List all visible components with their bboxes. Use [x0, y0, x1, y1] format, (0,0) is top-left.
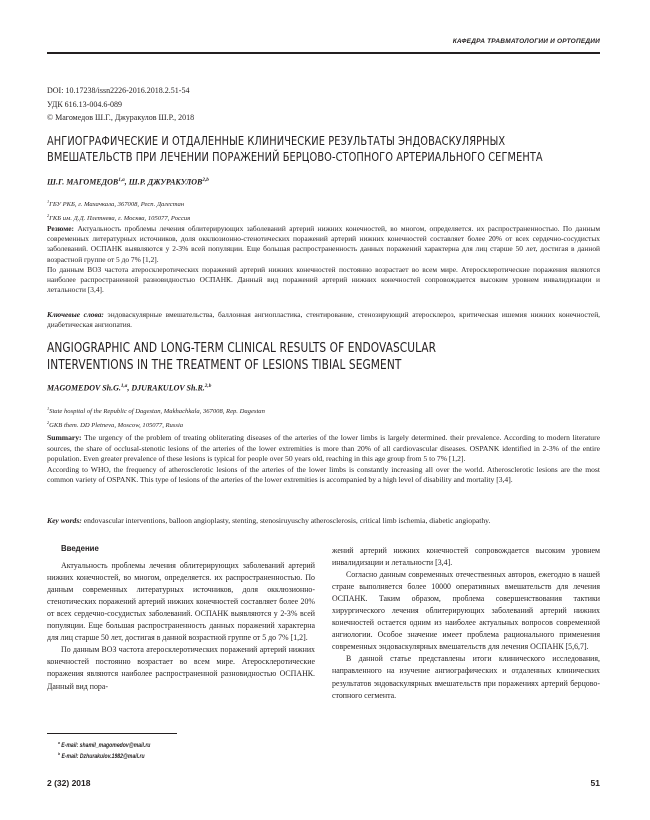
- footnotes: [58, 740, 150, 760]
- footnote-b-mark: b: [58, 751, 61, 756]
- body-paragraph: В данной статье представлены итоги клинического исследования, направленного на изучение ангиографических и отдаленных клинических результатов эндоваскулярных вмешательств при поражениях артерий берцово-стопного сегмента.: [332, 654, 600, 700]
- affiliations-en: [47, 404, 265, 431]
- authors-ru: [47, 177, 209, 187]
- body-paragraph: По данным ВОЗ частота атеросклеротических поражений артерий нижних конечностей постоянно возрастает во всем мире. Атеросклеротические поражения являются наиболее распространенной разновидностью ОСПАНК. Данный вид пора-: [47, 645, 315, 691]
- affiliation-1-en-num: 1: [47, 406, 50, 411]
- author-separator-en: ,: [127, 383, 132, 393]
- body-left-column: [47, 543, 315, 693]
- title-ru-line2: ВМЕШАТЕЛЬСТВ ПРИ ЛЕЧЕНИИ ПОРАЖЕНИЙ БЕРЦОВО-СТОПНОГО АРТЕРИАЛЬНОГО СЕГМЕНТА: [47, 149, 543, 164]
- section-title-introduction: Введение: [61, 544, 99, 553]
- keywords-ru-text: эндоваскулярные вмешательства, баллонная ангиопластика, стентирование, стенозирующий атеросклероз, критическая ишемия нижних конечностей, диабетическая ангиопатия.: [47, 310, 600, 330]
- author-1-en: MAGOMEDOV Sh.G.: [47, 383, 121, 393]
- affiliation-1-en: $^1$State hospital of the Republic of Dagestan, Makhachkala, 367008, Rep. Dagestan: [47, 406, 265, 416]
- article-meta: [47, 84, 194, 125]
- keywords-en: [47, 516, 600, 526]
- footnote-divider: [47, 733, 177, 734]
- keywords-en-label: Key words:: [47, 516, 82, 525]
- affiliation-2-ru: $^2$ГКБ им. Д.Д. Плетнева, г. Москва, 105077, Россия: [47, 212, 191, 222]
- email-link-a[interactable]: E-mail: shamil_magomedov@mail.ru: [61, 743, 151, 749]
- author-1-ru: Ш.Г. МАГОМЕДОВ: [47, 177, 119, 187]
- footer-issue: 2 (32) 2018: [47, 778, 91, 788]
- affiliation-1-ru: $^1$ГБУ РКБ, г. Махачкала, 367008, Респ. Дагестан: [47, 199, 185, 209]
- title-en: [47, 340, 436, 374]
- author-2-ru-sup: 2,b: [202, 177, 209, 183]
- body-paragraph: жений артерий нижних конечностей сопровождается высоким уровнем инвалидизации и летальности [3,4].: [332, 546, 600, 568]
- affiliation-1-ru-num: 1: [47, 199, 50, 204]
- author-2-en-sup: 2,b: [204, 383, 212, 389]
- summary-en-text2: According to WHO, the frequency of atherosclerotic lesions of the arteries of the lower limbs is constantly increasing all over the world. Atherosclerotic lesions are the most common variety of OSPANK. This type of lesions of the arteries of the lower extremities is accompanied by a high level of disability and mortality [3,4].: [47, 464, 600, 485]
- author-2-ru: Ш.Р. ДЖУРАКУЛОВ: [128, 177, 203, 187]
- title-en-line2: INTERVENTIONS IN THE TREATMENT OF LESIONS TIBIAL SEGMENT: [47, 357, 402, 373]
- body-right-column: [332, 545, 600, 702]
- body-paragraph: Согласно данным современных отечественных авторов, ежегодно в нашей стране выполняется более 10000 оперативных вмешательств для лечения ОСПАНК. Таким образом, проблема совершенствования тактики хирургического лечения облитерирующих заболеваний артерий нижних конечностей остается одним из наиболее актуальных вопросов современной ангиологии. Особое значение имеет проблема рационального применения современных эндоваскулярных вмешательств для лечения ОСПАНК [5,6,7].: [332, 570, 600, 652]
- footer-page-number: 51: [590, 778, 600, 788]
- summary-en: [47, 433, 600, 486]
- author-2-en: DJURAKULOV Sh.R.: [131, 383, 205, 393]
- authors-en: [47, 383, 211, 393]
- affiliation-2-ru-num: 2: [47, 212, 50, 218]
- author-separator-ru: ,: [124, 177, 129, 187]
- summary-ru-text2: По данным ВОЗ частота атеросклеротических поражений артерий нижних конечностей постоянно возрастает во всем мире. Атеросклеротические поражения являются наиболее распространенной разновидностью ОСПАНК. Данный вид поражений артерий нижних конечностей сопровождается высоким уровнем инвалидизации и летальности [3,4].: [47, 264, 600, 295]
- title-ru-line1: АНГИОГРАФИЧЕСКИЕ И ОТДАЛЕННЫЕ КЛИНИЧЕСКИЕ РЕЗУЛЬТАТЫ ЭНДОВАСКУЛЯРНЫХ: [47, 133, 506, 148]
- doi-link[interactable]: DOI: 10.17238/issn2226-2016.2018.2.51-54: [47, 86, 190, 95]
- footnote-a: [58, 740, 150, 749]
- author-1-ru-sup: 1,a: [118, 177, 125, 183]
- summary-ru: [47, 224, 600, 295]
- body-paragraph: Актуальность проблемы лечения облитерирующих заболеваний артерий нижних конечностей, во многом, определяется. их распространенностью. По данным современных литературных источников, доля окклюзионно-стенотических поражений артерий нижних конечностей составляет более 20% от всех сердечно-сосудистых заболеваний. ОСПАНК выявляются у 2-3% всей популяции. Еще большая распространенность данных поражений характерна для лиц старше 50 лет, достигая в данной возрастной группе от 5 до 7% [1,2].: [47, 561, 315, 643]
- affiliation-2-en-num: 2: [47, 419, 50, 425]
- header-section-title: КАФЕДРА ТРАВМАТОЛОГИИ И ОРТОПЕДИИ: [452, 38, 600, 45]
- keywords-ru: [47, 310, 600, 330]
- affiliation-2-en: $^2$GKB them. DD Pletneva, Moscow, 105077, Russia: [47, 419, 184, 429]
- title-en-line1: ANGIOGRAPHIC AND LONG-TERM CLINICAL RESULTS OF ENDOVASCULAR: [47, 340, 437, 356]
- running-header: [47, 38, 600, 54]
- affiliations-ru: [47, 197, 190, 224]
- udk-code: УДК 616.13-004.6-089: [47, 99, 122, 109]
- title-ru: [47, 133, 543, 165]
- summary-ru-label: Резюме:: [47, 224, 74, 233]
- summary-en-text: The urgency of the problem of treating obliterating diseases of the arteries of the lower limbs is largely determined. their prevalence. According to modern literature sources, the share of occlusal-stenotic lesions of the arteries of the lower extremities is more than 20% of all cardiovascular diseases. OSPANK identified in 2-3% of the entire population. Even greater prevalence of these lesions is typical for people over 50 years old, reaching in this age group from 5 to 7% [1,2].: [47, 433, 600, 464]
- summary-en-label: Summary:: [47, 433, 82, 442]
- copyright: © Магомедов Ш.Г., Джуракулов Ш.Р., 2018: [47, 113, 195, 122]
- footnote-a-mark: a: [58, 740, 60, 745]
- email-link-b[interactable]: E-mail: Dzhurakulov.1982@mail.ru: [61, 754, 145, 760]
- keywords-en-text: endovascular interventions, balloon angioplasty, stenting, stenosiruyuschy atherosclerosis, critical limb ischemia, diabetic angiopathy.: [81, 516, 491, 525]
- summary-ru-text: Актуальность проблемы лечения облитерирующих заболеваний артерий нижних конечностей, во многом, определяется. их распространенностью. По данным современных литературных источников, доля окклюзионно-стенотических поражений артерий нижних конечностей составляет более 20% от всех сердечно-сосудистых заболеваний. ОСПАНК выявляются у 2-3% всей популяции. Еще большая распространенность данных поражений характерна для лиц старше 50 лет, достигая в данной возрастной группе от 5 до 7% [1,2].: [47, 224, 600, 264]
- footnote-b: [58, 751, 150, 760]
- author-1-en-sup: 1,a: [120, 383, 128, 389]
- keywords-ru-label: Ключевые слова:: [47, 310, 104, 319]
